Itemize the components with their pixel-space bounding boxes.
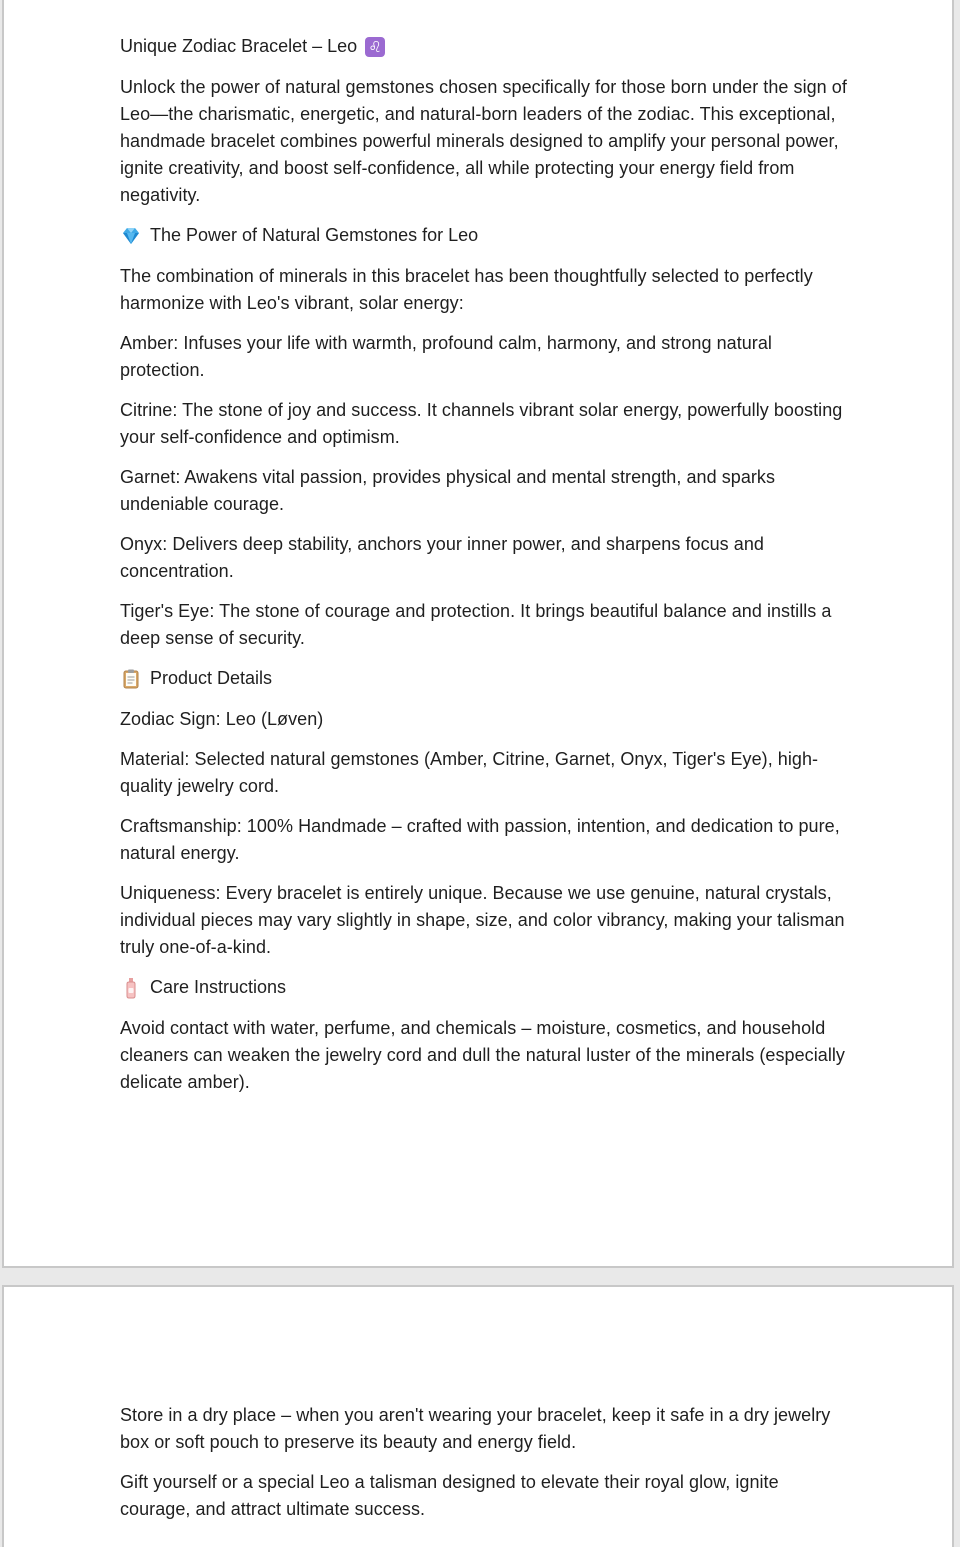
gemstone-item-tigers-eye: Tiger's Eye: The stone of courage and protection. It brings beautiful balance and instills a deep sense of security. — [120, 601, 832, 648]
detail-craftsmanship: Craftsmanship: 100% Handmade – crafted with passion, intention, and dedication to pure, natural energy. — [120, 816, 840, 863]
product-title-row — [120, 33, 850, 60]
intro-paragraph: Unlock the power of natural gemstones chosen specifically for those born under the sign of Leo—the charismatic, energetic, and natural-born leaders of the zodiac. This exceptional, handmade bracelet combines powerful minerals designed to amplify your personal power, ignite creativity, and boost self-confidence, all while protecting your energy field from negativity. — [120, 77, 847, 205]
product-details-heading — [120, 665, 850, 692]
gemstones-intro: The combination of minerals in this bracelet has been thoughtfully selected to perfectly harmonize with Leo's vibrant, solar energy: — [120, 266, 813, 313]
document-page-1 — [2, 0, 954, 1268]
product-details-heading-label: Product Details — [150, 668, 273, 688]
detail-zodiac-sign: Zodiac Sign: Leo (Løven) — [120, 709, 324, 729]
gemstone-item-citrine: Citrine: The stone of joy and success. It channels vibrant solar energy, powerfully boosting your self-confidence and optimism. — [120, 400, 843, 447]
gemstones-heading-label: The Power of Natural Gemstones for Leo — [150, 225, 479, 245]
gemstone-item-amber: Amber: Infuses your life with warmth, profound calm, harmony, and strong natural protection. — [120, 333, 772, 380]
care-item-avoid-contact: Avoid contact with water, perfume, and chemicals – moisture, cosmetics, and household cleaners can weaken the jewelry cord and dull the natural luster of the minerals (especially delicate amber). — [120, 1018, 845, 1092]
clipboard-icon — [120, 668, 142, 690]
document-page-2 — [2, 1285, 954, 1547]
gemstone-item-onyx: Onyx: Delivers deep stability, anchors your inner power, and sharpens focus and concentration. — [120, 534, 764, 581]
lotion-bottle-icon — [120, 977, 142, 999]
care-item-store-dry: Store in a dry place – when you aren't wearing your bracelet, keep it safe in a dry jewelry box or soft pouch to preserve its beauty and energy field. — [120, 1405, 831, 1452]
gemstone-item-garnet: Garnet: Awakens vital passion, provides physical and mental strength, and sparks undeniable courage. — [120, 467, 776, 514]
page-1-content — [120, 33, 850, 1109]
leo-zodiac-icon: ♌ — [365, 37, 385, 57]
page-2-content — [120, 1402, 850, 1536]
care-heading — [120, 974, 850, 1001]
gem-icon — [120, 225, 142, 247]
care-heading-label: Care Instructions — [150, 977, 287, 997]
care-item-gift: Gift yourself or a special Leo a talisman designed to elevate their royal glow, ignite courage, and attract ultimate success. — [120, 1472, 779, 1519]
product-title: Unique Zodiac Bracelet – Leo — [120, 36, 358, 56]
detail-uniqueness: Uniqueness: Every bracelet is entirely unique. Because we use genuine, natural crystals, individual pieces may vary slightly in shape, size, and color vibrancy, making your talisman truly one-of-a-kind. — [120, 883, 845, 957]
gemstones-heading — [120, 222, 850, 249]
detail-material: Material: Selected natural gemstones (Amber, Citrine, Garnet, Onyx, Tiger's Eye), high-quality jewelry cord. — [120, 749, 819, 796]
